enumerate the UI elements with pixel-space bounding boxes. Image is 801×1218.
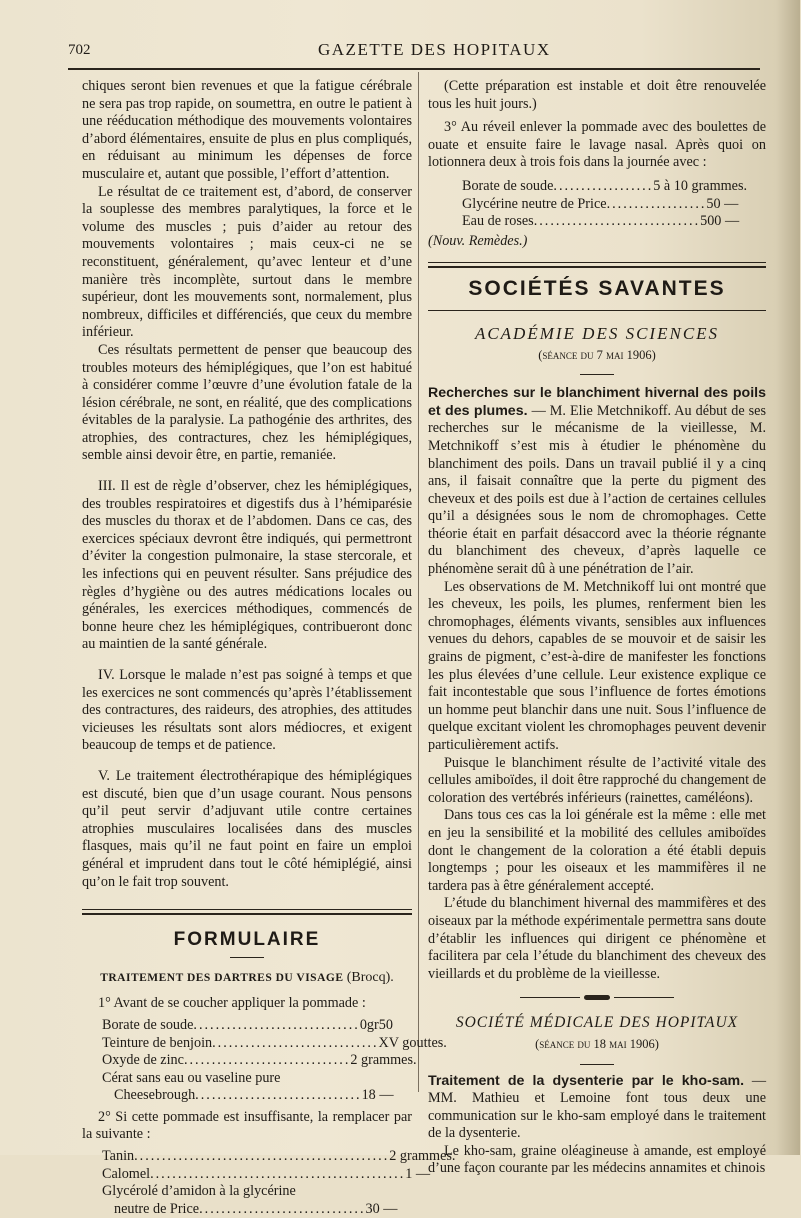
short-rule [580, 374, 614, 375]
recipe-line: Cérat sans eau ou vaseline pure [102, 1069, 281, 1086]
recipe-line: Cheesebrough .............................. 18 — [114, 1087, 394, 1104]
recipe-2 [82, 1148, 456, 1218]
section-rule [428, 262, 766, 268]
academie-title: ACADÉMIE DES SCIENCES [474, 323, 720, 343]
recipe-line: Borate de soude .............................. 0gr50 [102, 1016, 393, 1033]
paragraph: IV. Lorsque le malade n’est pas soigné à temps et que les exercices ne sont commencés qu’après l’établissement des contractures, des raideurs, des atrophies, des attitudes vicieuses les résultats sont alors médiocres, et exigent beaucoup de temps et de patience. [82, 667, 412, 754]
short-rule [580, 1064, 614, 1065]
academie-session: (séance du 7 mai 1906) [538, 347, 656, 362]
section-rule [82, 909, 412, 915]
paragraph: Puisque le blanchiment résulte de l’activité vitale des cellules amiboïdes, il doit être rapproché du changement de coloration des vertébrés inférieurs (rainettes, caméléons). [428, 754, 766, 806]
step-2: 2° Si cette pommade est insuffisante, la remplacer par la suivante : [82, 1108, 412, 1143]
paragraph: L’étude du blanchiment hivernal des mammifères et des oiseaux par la méthode expérimentale permettra sans doute d’établir les influences qui dirigent ce phénomène et facilitera par cela l’étude du blanchiment des cheveux des vieillards et du problème de la vieillesse. [428, 895, 766, 982]
right-column [428, 78, 766, 1178]
medicale-session: (séance du 18 mai 1906) [535, 1036, 659, 1051]
page-number: 702 [68, 42, 91, 58]
column-divider [418, 72, 419, 1092]
recipe-line: Glycérine neutre de Price .................. 50 — [462, 195, 739, 212]
medicale-title: SOCIÉTÉ MÉDICALE DES HOPITAUX [455, 1014, 739, 1032]
treatment-heading [82, 968, 412, 988]
paragraph: Le résultat de ce traitement est, d’abord, de conserver la souplesse des membres paralytiques, la force et le volume des muscles ; puis d’aider au retour des mouvements volontaires ; mais ceux-ci ne se reconstituent, généralement, qu’avec lenteur et d’une manière très incomplète, surtout dans le membre supérieur, dont les mouvements sont, normalement, plus nombreux, difficiles et différenciés, que ceux du membre inférieur. [82, 183, 412, 341]
step-3: 3° Au réveil enlever la pommade avec des boulettes de ouate et ensuite faire le lavage nasal. Après quoi on lotionnera deux à trois fois dans la journée avec : [428, 119, 766, 171]
paragraph: Dans tous ces cas la loi générale est la même : elle met en jeu la sensibilité et la mobilité des cellules amiboïdes dont le changement de la coloration a été établi depuis longtemps ; pour les oiseaux et les mammifères il ne tardera pas à être généralement accepté. [428, 807, 766, 894]
recipe-line: neutre de Price .............................. 30 — [114, 1200, 398, 1217]
ornament-divider [428, 995, 766, 1000]
recipe-line: Teinture de benjoin .............................. XV gouttes. [102, 1034, 447, 1051]
formulaire-title: FORMULAIRE [173, 929, 321, 951]
article-1-title: Recherches sur le blanchiment hivernal des poils et des plumes. [428, 385, 766, 419]
paragraph: Ces résultats permettent de penser que beaucoup des troubles moteurs des hémiplégiques, que l’on est habitué à considérer comme l’œuvre d’une évolution fatale de la lésion cérébrale, ne sont, en réalité, que des complications évitables de la paralysie. La pathogénie des arthrites, des atrophies, des contractures, chez les hémiplégiques, semble ainsi devoir être, en partie, remaniée. [82, 341, 412, 464]
paragraph: III. Il est de règle d’observer, chez les hémiplégiques, des troubles respiratoires et digestifs dus à l’hémiparésie des muscles du thorax et de l’abdomen. Dans ce cas, des exercices spéciaux devront être indiqués, qui permettront d’éviter la congestion pulmonaire, la stase stercorale, et les infections qui en peuvent résulter. Sans préjudice des règles d’hygiène ou des autres médications locales ou générales, les exercices méthodiques, commencés de bonne heure chez les hémiplégiques, contribueront donc au maintien de la santé générale. [82, 478, 412, 653]
article-2-lead: Traitement de la dysenterie par le kho-sam. — MM. Mathieu et Lemoine font tous deux une communication sur le kho-sam employé dans le traitement de la dysenterie. [428, 1072, 766, 1142]
recipe-1 [82, 1016, 447, 1105]
paragraph: V. Le traitement électrothérapique des hémiplégiques est discuté, bien que d’un usage courant. Nous pensons qu’il peut servir d’adjuvant utile contre certaines atrophies musculaires localisées dans des muscles flasques, mais qu’il ne faut point en faire un emploi général et imprudent dans tout le côté hémiplégié, ainsi qu’on le fait trop souvent. [82, 767, 412, 890]
divider [428, 310, 766, 311]
paragraph: Les observations de M. Metchnikoff lui ont montré que les cheveux, les poils, les plumes, renferment bien les chromophages, éléments vivants, sensibles aux influences venues du dehors, capables de se mouvoir et de saisir les grains de pigment, c’est-à-dire de manifester les fonctions les plus élevées d’une cellule. Leur existence explique ce fait incontestable que sous l’influence de fortes émotions un homme peut blanchir dans une nuit. Sous l’influence de quelque excitant violent les chromophages peuvent devenir particulièrement actifs. [428, 578, 766, 753]
source: (Nouv. Remèdes.) [428, 232, 528, 249]
treatment-author: (Brocq). [346, 969, 394, 985]
left-column [82, 78, 456, 1218]
article-2-title: Traitement de la dysenterie par le kho-sam. [428, 1072, 745, 1089]
recipe-line: Tanin .............................................. 2 grammes. [102, 1148, 456, 1165]
recipe-line: Borate de soude .................. 5 à 10 grammes. [462, 177, 748, 194]
societes-title: SOCIÉTÉS SAVANTES [468, 277, 726, 301]
treatment-title: TRAITEMENT DES DARTRES DU VISAGE [100, 971, 344, 984]
short-rule [230, 957, 264, 958]
paragraph: Le kho-sam, graine oléagineuse à amande, est employé d’une façon courante par les médecins annamites et chinois [428, 1142, 766, 1177]
prep-note: (Cette préparation est instable et doit être renouvelée tous les huit jours.) [428, 78, 766, 112]
recipe-line: Glycérolé d’amidon à la glycérine [102, 1183, 296, 1200]
step-1: 1° Avant de se coucher appliquer la pommade : [98, 995, 366, 1012]
paragraph: chiques seront bien revenues et que la fatigue cérébrale ne sera pas trop rapide, on soumettra, en outre le patient à une rééducation méthodique des mouvements volontaires d’abord élémentaires, ensuite de plus en plus compliqués, en réduisant au minimum les dépenses de force musculaire et, autant que possible, l’effort d’attention. [82, 78, 412, 182]
recipe-3 [428, 178, 766, 231]
article-1-lead: Recherches sur le blanchiment hivernal des poils et des plumes. — M. Elie Metchnikoff. Au début de ses recherches sur le mécanisme de la vieillesse, M. Metchnikoff s’est mis à étudier le phénomène du blanchiment des poils. Dans un travail publié il y a cinq ans, il faisait connaître que la perte du pigment des cheveux et des poils est due à l’action de certaines cellules qu’il a désignées sous le nom de chromophages. Cette théorie était en parfait désaccord avec la théorie régnante du blanchiment des cheveux, d’après laquelle ce phénomène serait dû à une pénétration de l’air. [428, 385, 766, 578]
recipe-line: Eau de roses .............................. 500 — [462, 213, 740, 230]
recipe-line: Oxyde de zinc .............................. 2 grammes. [102, 1052, 417, 1069]
running-title: GAZETTE DES HOPITAUX [318, 40, 551, 59]
page-header [68, 40, 758, 66]
recipe-line: Calomel .............................................. 1 — [102, 1165, 431, 1182]
header-rule [68, 68, 760, 70]
